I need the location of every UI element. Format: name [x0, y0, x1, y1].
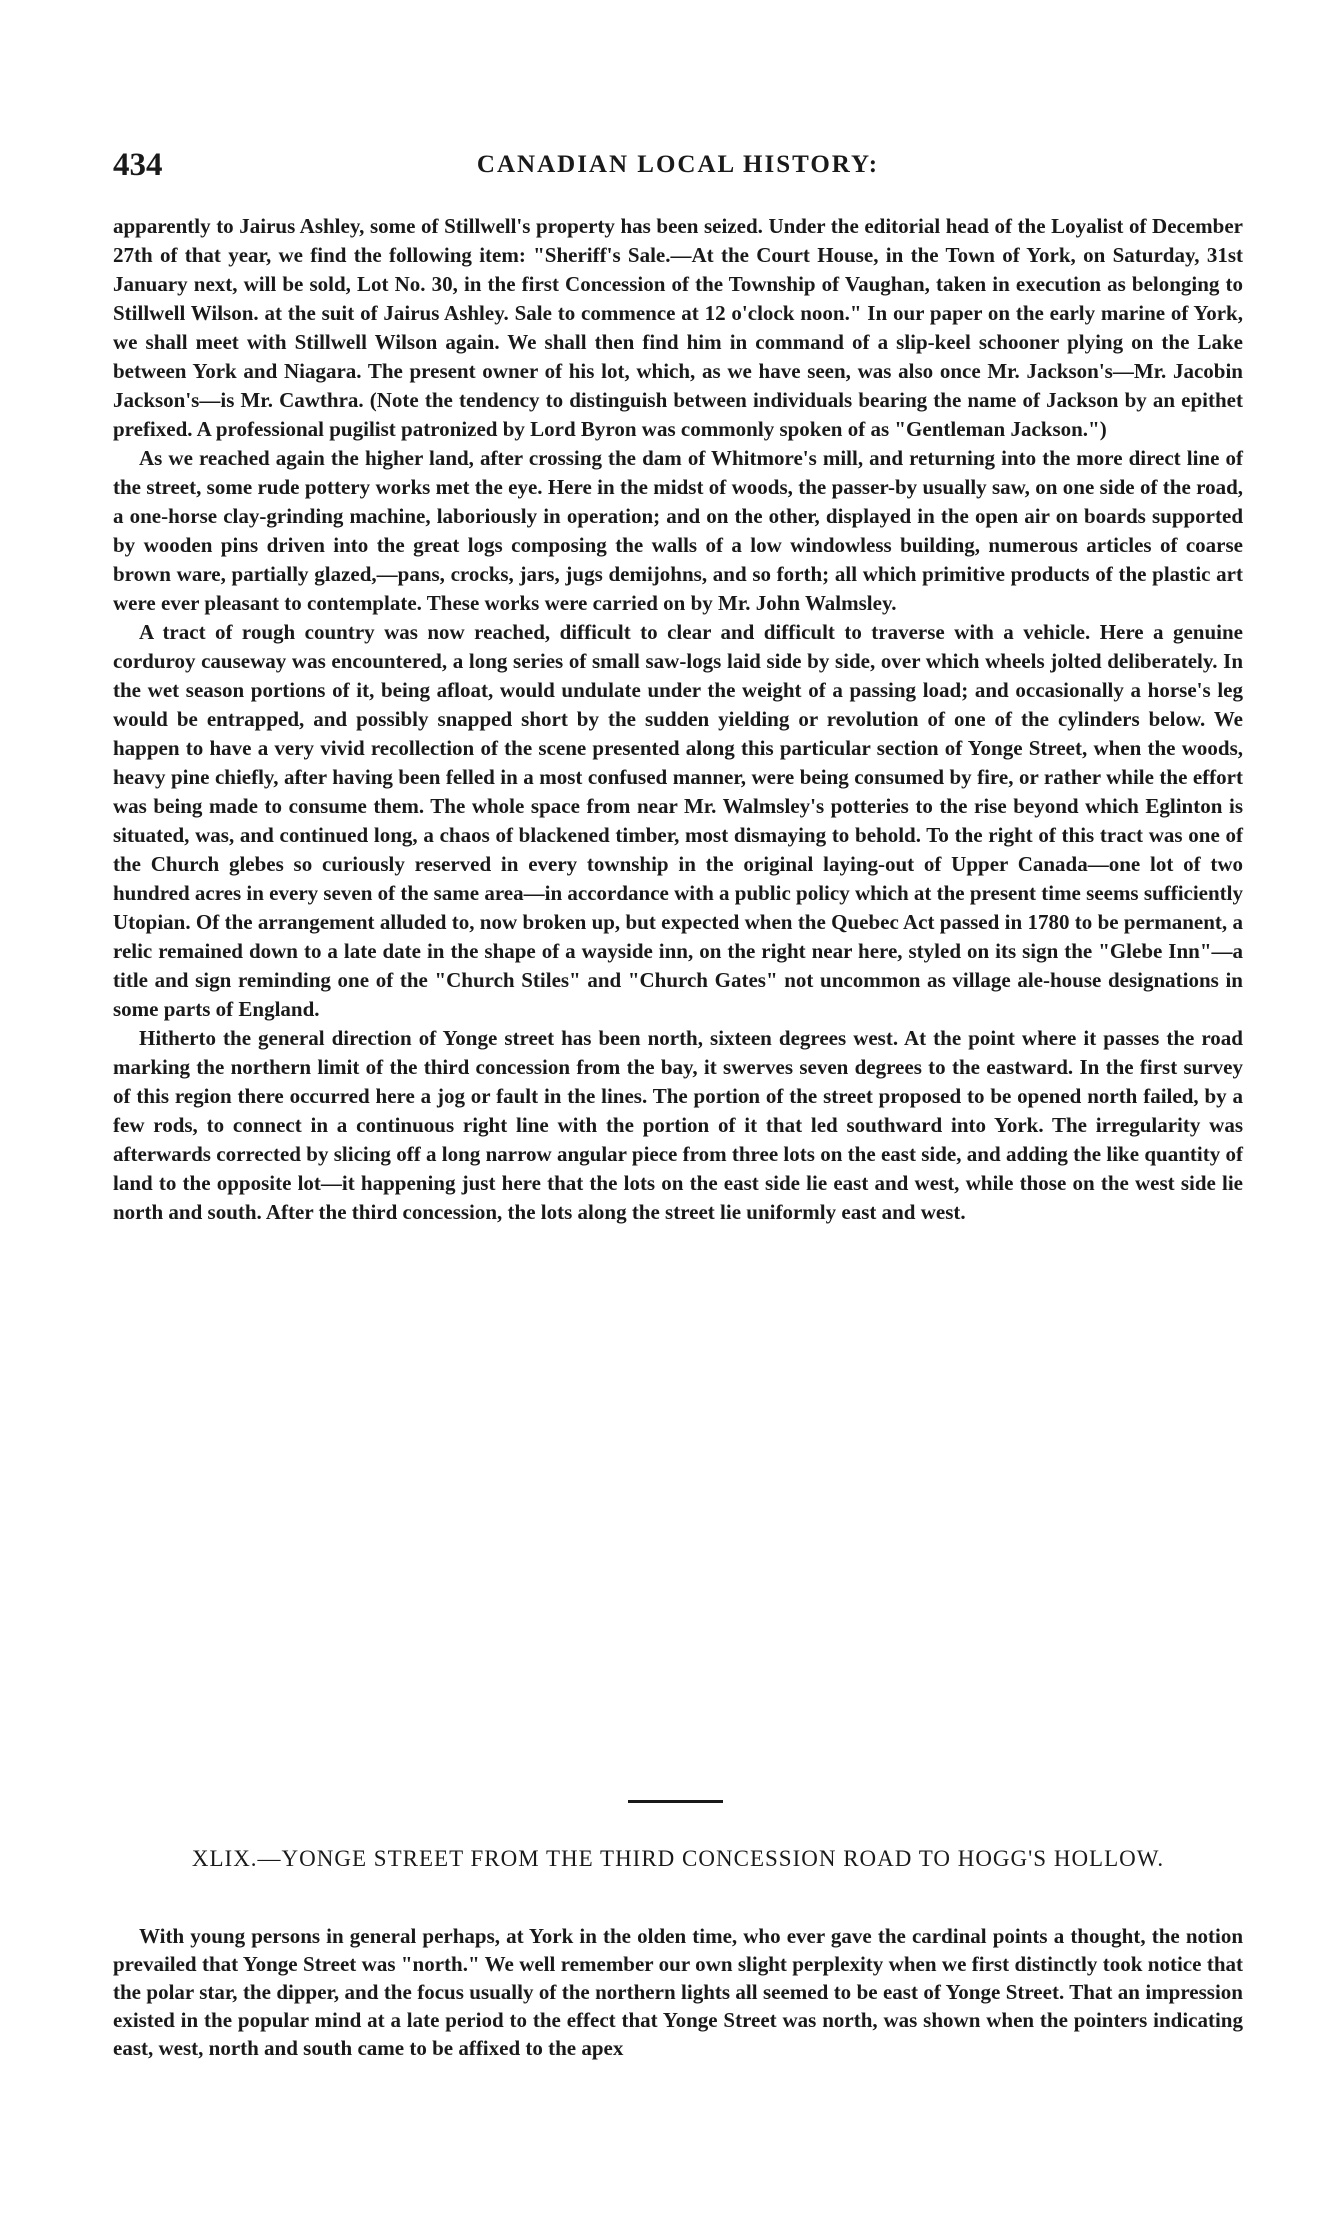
page-number: 434	[113, 147, 163, 183]
paragraph-pottery-works: As we reached again the higher land, after crossing the dam of Whitmore's mill, and returning into the more direct line of the street, some rude pottery works met the eye. Here in the midst of woods, the passer-by usually saw, on one side of the road, a one-horse clay-grinding machine, laboriously in operation; and on the other, displayed in the open air on boards supported by wooden pins driven into the great logs composing the walls of a low windowless building, numerous articles of coarse brown ware, partially glazed,—pans, crocks, jars, jugs demijohns, and so forth; all which primitive products of the plastic art were ever pleasant to contemplate. These works were carried on by Mr. John Walmsley.	[113, 446, 1243, 615]
paragraph-rough-country: A tract of rough country was now reached, difficult to clear and difficult to traverse with a vehicle. Here a genuine corduroy causeway was encountered, a long series of small saw-logs laid side by side, over which wheels jolted deliberately. In the wet season portions of it, being afloat, would undulate under the weight of a passing load; and occasionally a horse's leg would be entrapped, and possibly snapped short by the sudden yielding or revolution of one of the cylinders below. We happen to have a very vivid recollection of the scene presented along this particular section of Yonge Street, when the woods, heavy pine chiefly, after having been felled in a most confused manner, were being consumed by fire, or rather while the effort was being made to consume them. The whole space from near Mr. Walmsley's potteries to the rise beyond which Eglinton is situated, was, and continued long, a chaos of blackened timber, most dismaying to behold. To the right of this tract was one of the Church glebes so curiously reserved in every township in the original laying-out of Upper Canada—one lot of two hundred acres in every seven of the same area—in accordance with a public policy which at the present time seems sufficiently Utopian. Of the arrangement alluded to, now broken up, but expected when the Quebec Act passed in 1780 to be permanent, a relic remained down to a late date in the shape of a wayside inn, on the right near here, styled on its sign the "Glebe Inn"—a title and sign reminding one of the "Church Stiles" and "Church Gates" not uncommon as village ale-house designations in some parts of England.	[113, 620, 1244, 1021]
running-title: CANADIAN LOCAL HISTORY:	[476, 151, 880, 178]
section-heading: XLIX.—YONGE STREET FROM THE THIRD CONCESSION ROAD TO HOGG'S HOLLOW.	[191, 1846, 1165, 1871]
section-text	[113, 1922, 1243, 2062]
section-divider	[628, 1800, 723, 1803]
paragraph-section-opening: With young persons in general perhaps, at York in the olden time, who ever gave the cardinal points a thought, the notion prevailed that Yonge Street was "north." We well remember our own slight perplexity when we first distinctly took notice that the polar star, the dipper, and the focus usually of the northern lights all seemed to be east of Yonge Street. That an impression existed in the popular mind at a late period to the effect that Yonge Street was north, was shown when the pointers indicating east, west, north and south came to be affixed to the apex	[113, 1924, 1243, 2060]
paragraph-street-direction: Hitherto the general direction of Yonge street has been north, sixteen degrees west. At the point where it passes the road marking the northern limit of the third concession from the bay, it swerves seven degrees to the eastward. In the first survey of this region there occurred here a jog or fault in the lines. The portion of the street proposed to be opened north failed, by a few rods, to connect in a continuous right line with the portion of it that led southward into York. The irregularity was afterwards corrected by slicing off a long narrow angular piece from three lots on the east side, and adding the like quantity of land to the opposite lot—it happening just here that the lots on the east side lie east and west, while those on the west side lie north and south. After the third concession, the lots along the street lie uniformly east and west.	[113, 1026, 1243, 1224]
running-head	[113, 140, 1243, 190]
body-text	[113, 212, 1243, 1227]
paragraph-continuation: apparently to Jairus Ashley, some of Stillwell's property has been seized. Under the editorial head of the Loyalist of December 27th of that year, we find the following item: "Sheriff's Sale.—At the Court House, in the Town of York, on Saturday, 31st January next, will be sold, Lot No. 30, in the first Concession of the Township of Vaughan, taken in execution as belonging to Stillwell Wilson. at the suit of Jairus Ashley. Sale to commence at 12 o'clock noon." In our paper on the early marine of York, we shall meet with Stillwell Wilson again. We shall then find him in command of a slip-keel schooner plying on the Lake between York and Niagara. The present owner of his lot, which, as we have seen, was also once Mr. Jackson's—Mr. Jacobin Jackson's—is Mr. Cawthra. (Note the tendency to distinguish between individuals bearing the name of Jackson by an epithet prefixed. A professional pugilist patronized by Lord Byron was commonly spoken of as "Gentleman Jackson.")	[113, 214, 1243, 441]
